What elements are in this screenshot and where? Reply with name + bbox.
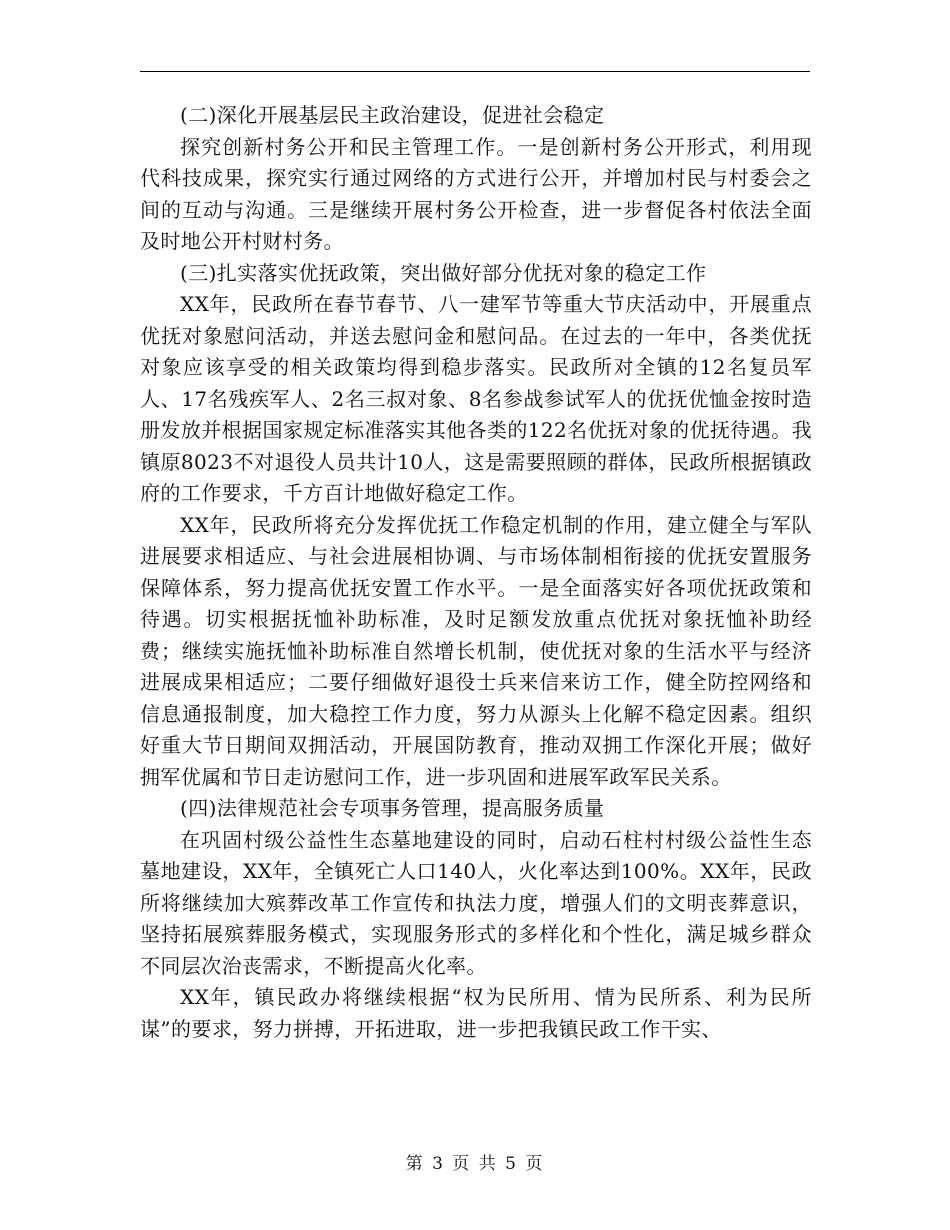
paragraph-preferential-care-review: XX年，民政所在春节春节、八一建军节等重大节庆活动中，开展重点优抚对象慰问活动，并送去慰问金和慰问品。在过去的一年中，各类优抚对象应该享受的相关政策均得到稳步落实。民政所对全镇的12名复员军人、17名残疾军人、2名三叔对象、8名参战参试军人的优抚优恤金按时造册发放并根据国家规定标准落实其他各类的122名优抚对象的优抚待遇。我镇原8023不对退役人员共计10人，这是需要照顾的群体，民政所根据镇政府的工作要求，千方百计地做好稳定工作。 [140, 292, 812, 505]
page-footer: 第 3 页 共 5 页 [405, 1154, 545, 1174]
paragraph-village-affairs: 探究创新村务公开和民主管理工作。一是创新村务公开形式，利用现代科技成果，探究实行通过网络的方式进行公开，并增加村民与村委会之间的互动与沟通。三是继续开展村务公开检查，进一步督促各村依法全面及时地公开村财村务。 [140, 134, 812, 253]
document-body [140, 100, 812, 1045]
section-heading-4: (四)法律规范社会专项事务管理，提高服务质量 [180, 796, 605, 820]
paragraph-conclusion: XX年，镇民政办将继续根据“权为民所用、情为民所系、利为民所谋”的要求，努力拼搏，开拓进取，进一步把我镇民政工作干实、 [140, 985, 812, 1041]
section-heading-2: (二)深化开展基层民主政治建设，促进社会稳定 [180, 103, 605, 127]
paragraph-preferential-care-plan: XX年，民政所将充分发挥优抚工作稳定机制的作用，建立健全与军队进展要求相适应、与社会进展相协调、与市场体制相衔接的优抚安置服务保障体系，努力提高优抚安置工作水平。一是全面落实好各项优抚政策和待遇。切实根据抚恤补助标准，及时足额发放重点优抚对象抚恤补助经费；继续实施抚恤补助标准自然增长机制，使优抚对象的生活水平与经济进展成果相适应；二要仔细做好退役士兵来信来访工作，健全防控网络和信息通报制度，加大稳控工作力度，努力从源头上化解不稳定因素。组织好重大节日期间双拥活动，开展国防教育，推动双拥工作深化开展；做好拥军优属和节日走访慰问工作，进一步巩固和进展军政军民关系。 [140, 512, 812, 789]
section-heading-3: (三)扎实落实优抚政策，突出做好部分优抚对象的稳定工作 [180, 260, 707, 285]
header-rule [140, 71, 810, 72]
paragraph-funeral-reform: 在巩固村级公益性生态墓地建设的同时，启动石柱村村级公益性生态墓地建设，XX年，全镇死亡人口140人，火化率达到100%。XX年，民政所将继续加大殡葬改革工作宣传和执法力度，增强人们的文明丧葬意识，坚持拓展殡葬服务模式，实现服务形式的多样化和个性化，满足城乡群众不同层次治丧需求，不断提高火化率。 [140, 827, 812, 978]
